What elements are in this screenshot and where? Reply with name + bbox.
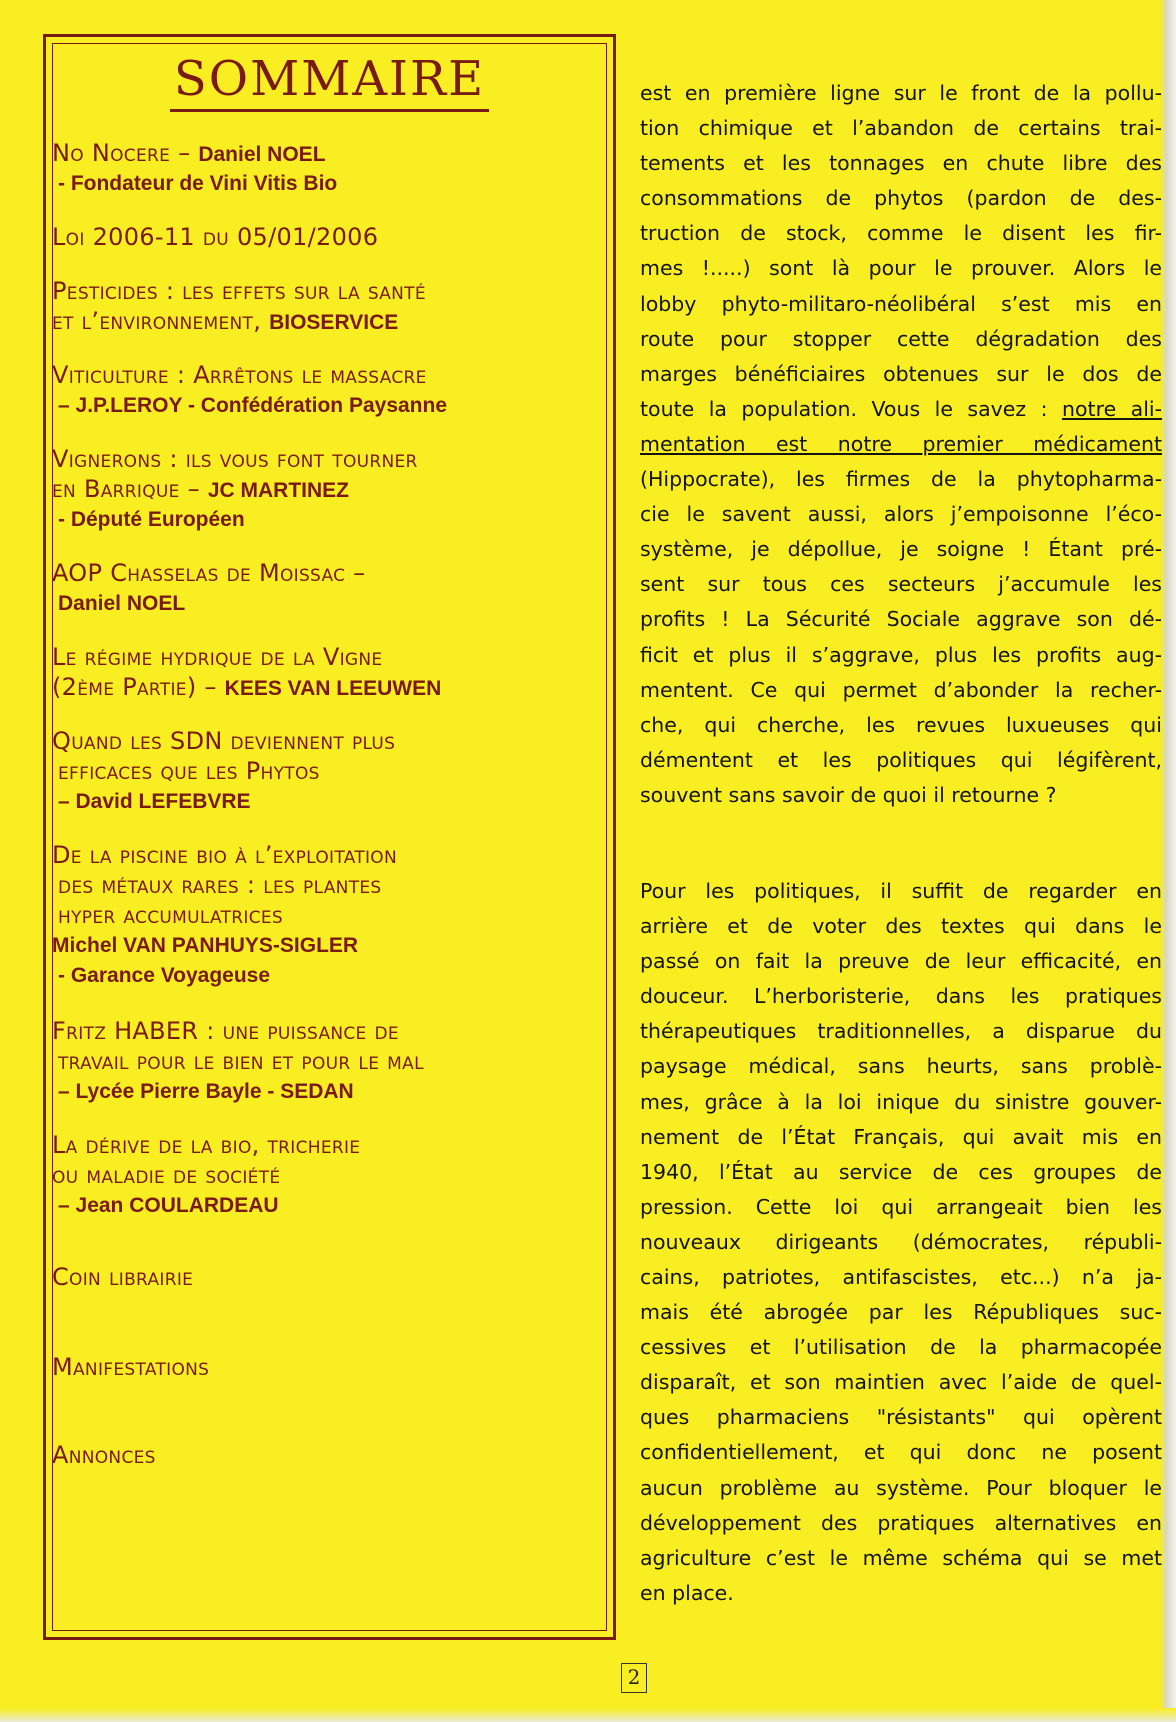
toc-heading: AOP Chasselas de Moissac –	[52, 559, 366, 587]
text-line: consommations de phytos (pardon de des-	[640, 186, 1162, 211]
text-line: 1940, l’État au service de ces groupes de	[640, 1159, 1162, 1184]
toc-author: Daniel NOEL	[198, 143, 326, 166]
toc-entry	[52, 138, 602, 171]
text-line: démentent et les politiques qui légifèrent,	[640, 747, 1162, 772]
toc-entry-line	[52, 840, 602, 873]
text-line: truction de stock, comme le disent les fir-	[640, 221, 1162, 246]
toc-entry-line	[52, 1352, 602, 1385]
toc-entry	[52, 840, 602, 873]
toc-heading: La dérive de la bio, tricherie	[52, 1131, 361, 1159]
toc-heading: Annonces	[52, 1441, 156, 1469]
text-line: douceur. L’herboristerie, dans les pratiques	[640, 984, 1162, 1009]
toc-entry	[52, 276, 602, 309]
toc-entry	[52, 222, 602, 255]
toc-entry	[52, 960, 602, 992]
text-line: pression. Cette loi qui arrangeait bien les	[640, 1194, 1162, 1219]
toc-entry-line	[52, 672, 602, 705]
text-line: agriculture c’est le même schéma qui se met	[640, 1545, 1162, 1570]
toc-author: - Député Européen	[58, 508, 245, 531]
paragraph-gap	[640, 813, 1162, 874]
text-line: arrière et de voter des textes qui dans le	[640, 914, 1162, 939]
text-line: Pour les politiques, il suffit de regarder en	[640, 878, 1162, 903]
toc-author: – Jean COULARDEAU	[58, 1194, 279, 1217]
toc-entry	[52, 1076, 602, 1108]
toc-entry	[52, 870, 602, 903]
toc-entry-line	[52, 756, 602, 789]
toc-heading: en Barrique –	[52, 475, 208, 503]
toc-entry	[52, 588, 602, 620]
toc-entry-line	[52, 138, 602, 171]
toc-heading: Quand les SDN deviennent plus	[52, 727, 396, 755]
text-line: ficit et plus il s’aggrave, plus les profits aug-	[640, 642, 1162, 667]
toc-heading: No Nocere –	[52, 139, 199, 167]
toc-entry-line	[52, 1262, 602, 1295]
toc-entry	[52, 1352, 602, 1385]
toc-heading: efficaces que les Phytos	[58, 757, 320, 785]
sommaire-title-text: SOMMAIRE	[170, 51, 489, 112]
toc-entry	[52, 900, 602, 933]
toc-entry-line	[52, 930, 602, 962]
toc-entry-line	[52, 504, 602, 536]
toc-entry	[52, 306, 602, 339]
toc-entry	[52, 1046, 602, 1079]
text-line: thérapeutiques traditionnelles, a disparue du	[640, 1019, 1162, 1044]
toc-entry	[52, 1130, 602, 1163]
toc-entry-line	[52, 1016, 602, 1049]
toc-entry-line	[52, 786, 602, 818]
toc-entry-line	[52, 642, 602, 675]
article-column	[640, 76, 1162, 1611]
toc-entry-line	[52, 276, 602, 309]
page-number: 2	[621, 1663, 647, 1693]
text-line: cains, patriotes, antifascistes, etc...) n’a ja-	[640, 1265, 1162, 1289]
toc-entry-line	[52, 900, 602, 933]
toc-author: - Garance Voyageuse	[58, 964, 271, 987]
text-line: cie le savent aussi, alors j’empoisonne l’éco-	[640, 502, 1162, 527]
toc-entry-line	[52, 960, 602, 992]
toc-entry	[52, 1190, 602, 1222]
toc-entry	[52, 1016, 602, 1049]
toc-heading: hyper accumulatrices	[58, 901, 284, 929]
text-line: confidentiellement, et qui donc ne posent	[640, 1440, 1162, 1465]
toc-entry-line	[52, 222, 602, 255]
toc-entry-line	[52, 558, 602, 591]
toc-entry-line	[52, 306, 602, 339]
toc-author: Daniel NOEL	[58, 592, 186, 615]
text-line: mes !.....) sont là pour le prouver. Alors le	[640, 256, 1162, 281]
toc-entry-line	[52, 390, 602, 422]
toc-entry	[52, 474, 602, 507]
text-line: système, je dépollue, je soigne ! Étant pré-	[640, 537, 1162, 562]
text-line: mentent. Ce qui permet d’abonder la recher-	[640, 677, 1162, 702]
toc-heading: (2ème Partie) –	[52, 673, 225, 701]
sommaire-title	[46, 51, 613, 112]
text-line: ques pharmaciens "résistants" qui opèrent	[640, 1405, 1162, 1430]
toc-author: JC MARTINEZ	[207, 479, 350, 502]
toc-entry-line	[52, 168, 602, 200]
text-line: mentation est notre premier médicament	[640, 431, 1162, 456]
sommaire-box	[43, 34, 616, 1640]
toc-entry-line	[52, 360, 602, 393]
text-line: développement des pratiques alternatives en	[640, 1510, 1162, 1535]
toc-entry	[52, 756, 602, 789]
toc-author: – David LEFEBVRE	[58, 790, 251, 813]
toc-heading: des métaux rares : les plantes	[58, 871, 382, 899]
toc-entry-line	[52, 1046, 602, 1079]
toc-entry	[52, 360, 602, 393]
text-line: che, qui cherche, les revues luxueuses qui	[640, 712, 1162, 737]
text-line: passé on fait la preuve de leur efficacité, en	[640, 949, 1162, 974]
toc-heading: Vignerons : ils vous font tourner	[52, 445, 418, 473]
toc-author: BIOSERVICE	[269, 311, 399, 334]
toc-entry-line	[52, 1440, 602, 1473]
text-line: paysage médical, sans heurts, sans problè-	[640, 1054, 1162, 1079]
toc-entry	[52, 642, 602, 675]
text-line: tion chimique et l’abandon de certains trai-	[640, 116, 1162, 141]
toc-heading: De la piscine bio à l’exploitation	[52, 841, 398, 869]
text-line: sent sur tous ces secteurs j’accumule les	[640, 572, 1162, 597]
text-line: nouveaux dirigeants (démocrates, républi-	[640, 1229, 1162, 1254]
toc-heading: Le régime hydrique de la Vigne	[52, 643, 383, 671]
toc-heading: Coin librairie	[52, 1263, 194, 1291]
toc-entry-line	[52, 1160, 602, 1193]
text-line: lobby phyto-militaro-néolibéral s’est mis en	[640, 291, 1162, 316]
toc-heading: Loi 2006-11 du 05/01/2006	[52, 223, 379, 251]
page-bottom-edge	[0, 1708, 1176, 1722]
text-line: marges bénéficiaires obtenues sur le dos de	[640, 361, 1162, 386]
toc-heading: ou maladie de société	[52, 1161, 281, 1189]
toc-entry	[52, 672, 602, 705]
text-line: route pour stopper cette dégradation des	[640, 326, 1162, 351]
toc-entry	[52, 786, 602, 818]
text-line: cessives et l’utilisation de la pharmacopée	[640, 1335, 1162, 1360]
page-edge-shadow	[1160, 0, 1176, 1722]
toc-author: KEES VAN LEEUWEN	[224, 677, 442, 700]
text-line: est en première ligne sur le front de la pollu-	[640, 81, 1162, 105]
toc-heading: Pesticides : les effets sur la santé	[52, 277, 426, 305]
toc-heading: travail pour le bien et pour le mal	[58, 1047, 424, 1075]
toc-entry	[52, 168, 602, 200]
toc-author: – J.P.LEROY - Confédération Paysanne	[58, 394, 448, 417]
toc-author: - Fondateur de Vini Vitis Bio	[58, 172, 338, 195]
toc-heading: Fritz HABER : une puissance de	[52, 1017, 399, 1045]
toc-entry	[52, 558, 602, 591]
toc-entry	[52, 390, 602, 422]
toc-entry-line	[52, 474, 602, 507]
text-line: disparaît, et son maintien avec l’aide de quel-	[640, 1370, 1162, 1395]
text-line: aucun problème au système. Pour bloquer le	[640, 1475, 1162, 1500]
text-line: toute la population. Vous le savez : notre ali-	[640, 396, 1163, 421]
toc-entry	[52, 930, 602, 962]
toc-entry-line	[52, 870, 602, 903]
toc-heading: et l’environnement,	[52, 307, 270, 335]
toc-heading: Viticulture : Arrêtons le massacre	[52, 361, 427, 389]
toc-entry	[52, 1262, 602, 1295]
toc-entry	[52, 1160, 602, 1193]
text-line: en place.	[640, 1580, 734, 1605]
text-line: profits ! La Sécurité Sociale aggrave son dé-	[640, 607, 1162, 632]
toc-entry-line	[52, 1130, 602, 1163]
text-line: souvent sans savoir de quoi il retourne ?	[640, 782, 1057, 807]
toc-entry-line	[52, 726, 602, 759]
toc-entry-line	[52, 1076, 602, 1108]
toc-entry	[52, 1440, 602, 1473]
toc-entry	[52, 444, 602, 477]
underlined-text: notre ali-	[1062, 396, 1163, 421]
toc-entry-line	[52, 1190, 602, 1222]
toc-heading: Manifestations	[52, 1353, 210, 1381]
toc-entry	[52, 726, 602, 759]
toc-author: Michel VAN PANHUYS-SIGLER	[52, 934, 359, 957]
text-line: mais été abrogée par les Républiques suc-	[640, 1300, 1162, 1325]
toc-entry-line	[52, 444, 602, 477]
toc-entry	[52, 504, 602, 536]
text-line: nement de l’État Français, qui avait mis en	[640, 1124, 1162, 1149]
text-line: tements et les tonnages en chute libre des	[640, 151, 1162, 176]
toc-author: – Lycée Pierre Bayle - SEDAN	[58, 1080, 354, 1103]
toc-entry-line	[52, 588, 602, 620]
text-line: (Hippocrate), les firmes de la phytopharma-	[640, 467, 1162, 492]
text-line: mes, grâce à la loi inique du sinistre gouver-	[640, 1089, 1162, 1114]
